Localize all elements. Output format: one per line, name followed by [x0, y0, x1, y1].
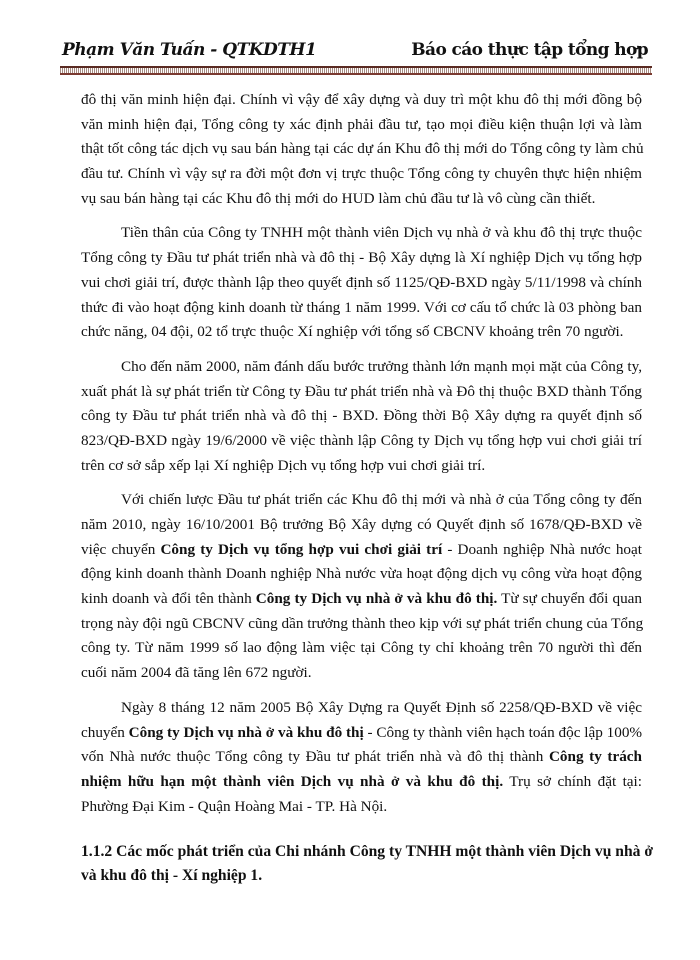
heading-line: 1.1.2 Các mốc phát triển của Chi nhánh Công ty TNHH một thành viên Dịch vụ nhà ở: [81, 843, 653, 860]
text-line: [81, 137, 642, 162]
text-span: - Doanh nghiệp Nhà nước hoạt: [442, 540, 642, 558]
text-span: 823/QĐ-BXD ngày 19/6/2000 về việc thành lập Công ty Dịch vụ tổng hợp vui chơi giải trí: [81, 431, 642, 449]
text-span: vui chơi giải trí, được thành lập theo quyết định số 1125/QĐ-BXD ngày 5/11/1998 và chính: [81, 273, 642, 291]
text-span: chức năng, 04 đội, 02 tổ trực thuộc Xí nghiệp với tổng số CBCNV khoảng trên 70 người.: [81, 323, 624, 341]
text-line: [81, 721, 642, 746]
paragraph: [81, 696, 642, 819]
text-span: Tổng công ty Đầu tư phát triển nhà và đô thị - Bộ Xây dựng là Xí nghiệp Dịch vụ tổng hợp: [81, 249, 642, 267]
bold-text: Công ty Dịch vụ nhà ở và khu đô thị: [128, 723, 364, 741]
header-report-title: Báo cáo thực tập tổng hợp: [411, 40, 648, 60]
paragraph: [81, 355, 642, 478]
section-heading: [81, 840, 653, 888]
text-line: [81, 221, 642, 246]
text-span: Tiền thân của Công ty TNHH một thành viên Dịch vụ nhà ở và khu đô thị trực thuộc: [121, 224, 642, 242]
text-span: Cho đến năm 2000, năm đánh dấu bước trưởng thành lớn mạnh mọi mặt của Công ty,: [121, 357, 642, 375]
text-line: [81, 88, 642, 113]
text-line: [81, 488, 642, 513]
text-line: [81, 770, 642, 795]
document-body: [81, 88, 642, 829]
text-line: [81, 380, 642, 405]
text-line: [81, 187, 642, 212]
paragraph: [81, 221, 642, 344]
header-divider: [60, 66, 652, 75]
text-line: [81, 795, 642, 820]
text-line: [81, 562, 642, 587]
text-line: [81, 587, 642, 612]
text-span: thật tốt công tác dịch vụ sau bán hàng tại các dự án Khu đô thị mới do Tổng công ty làm chủ: [81, 140, 644, 158]
text-line: [81, 404, 642, 429]
text-line: [81, 246, 642, 271]
text-span: kinh doanh và đổi tên thành: [81, 590, 256, 608]
text-span: Trụ sở chính đặt tại:: [503, 772, 642, 790]
text-span: Ngày 8 tháng 12 năm 2005 Bộ Xây Dựng ra Quyết Định số 2258/QĐ-BXD về việc: [121, 698, 642, 716]
text-span: việc chuyển: [81, 540, 161, 558]
text-span: vụ sau bán hàng tại các Khu đô thị mới do HUD làm chủ đầu tư là vô cùng cần thiết.: [81, 189, 596, 207]
text-line: [81, 636, 642, 661]
text-span: cuối năm 2004 đã tăng lên 672 người.: [81, 664, 312, 682]
text-span: chuyển: [81, 723, 129, 741]
text-span: - Công ty thành viên hạch toán độc lập 100%: [363, 723, 643, 741]
text-span: đô thị văn minh hiện đại. Chính vì vậy để xây dựng và duy trì một khu đô thị mới đồng bộ: [81, 91, 642, 108]
bold-text: Công ty Dịch vụ nhà ở và khu đô thị.: [255, 590, 498, 608]
paragraph: [81, 88, 642, 211]
text-span: thức đi vào hoạt động kinh doanh từ tháng 1 năm 1999. Với cơ cấu tổ chức là 03 phòng ban: [81, 298, 642, 316]
text-line: [81, 271, 642, 296]
text-line: [81, 355, 642, 380]
paragraph: [81, 488, 642, 686]
text-line: [81, 745, 642, 770]
text-line: [81, 513, 642, 538]
text-line: [81, 113, 642, 138]
text-span: Từ sự chuyển đổi quan: [497, 590, 642, 608]
text-span: xuất phát là sự phát triển từ Công ty Đầu tư phát triển nhà và Đô thị thuộc BXD thành Tổng: [81, 382, 642, 400]
text-line: [81, 320, 642, 345]
text-line: [81, 538, 642, 563]
text-line: [81, 612, 642, 637]
bold-text: nhiệm hữu hạn một thành viên Dịch vụ nhà ở và khu đô thị.: [81, 772, 504, 790]
text-span: Với chiến lược Đầu tư phát triển các Khu đô thị mới và nhà ở của Tổng công ty đến: [121, 491, 642, 509]
text-span: công ty. Từ năm 1999 số lao động làm việc tại Công ty chỉ khoảng trên 70 người thì đến: [81, 639, 642, 657]
text-span: văn minh hiện đại, Tổng công ty xác định phải đầu tư, tạo mọi điều kiện thuận lợi và làm: [81, 115, 642, 133]
text-span: năm 2010, ngày 16/10/2001 Bộ trưởng Bộ Xây dựng có Quyết định số 1678/QĐ-BXD về: [81, 516, 642, 533]
text-span: trên cơ sở sắp xếp lại Xí nghiệp Dịch vụ tổng hợp vui chơi giải trí.: [81, 456, 486, 474]
text-line: [81, 661, 642, 686]
text-line: [81, 429, 642, 454]
heading-line: và khu đô thị - Xí nghiệp 1.: [81, 867, 263, 884]
text-line: [81, 454, 642, 479]
text-line: [81, 162, 642, 187]
text-line: [81, 296, 642, 321]
bold-text: Công ty Dịch vụ tổng hợp vui chơi giải trí: [160, 540, 443, 558]
bold-text: Công ty trách: [548, 748, 642, 766]
text-span: động kinh doanh thành Doanh nghiệp Nhà nước vừa hoạt động dịch vụ công vừa hoạt động: [81, 565, 642, 583]
text-line: [81, 696, 642, 721]
text-span: đầu tư. Chính vì vậy sự ra đời một đơn vị trực thuộc Tổng công ty chuyên thực hiện nhiệm: [81, 165, 642, 183]
text-span: vốn Nhà nước thuộc Tổng công ty Đầu tư phát triển nhà và đô thị thành: [81, 748, 549, 766]
text-span: công ty Đầu tư phát triển nhà và đô thị - BXD. Đồng thời Bộ Xây dựng ra quyết định số: [81, 407, 642, 425]
text-span: Phường Đại Kim - Quận Hoàng Mai - TP. Hà Nội.: [81, 797, 388, 815]
text-span: trọng này đội ngũ CBCNV cũng dần trưởng thành theo kịp với sự phát triển chung của Tổng: [81, 614, 644, 632]
header-author: Phạm Văn Tuấn - QTKDTH1: [62, 40, 317, 60]
